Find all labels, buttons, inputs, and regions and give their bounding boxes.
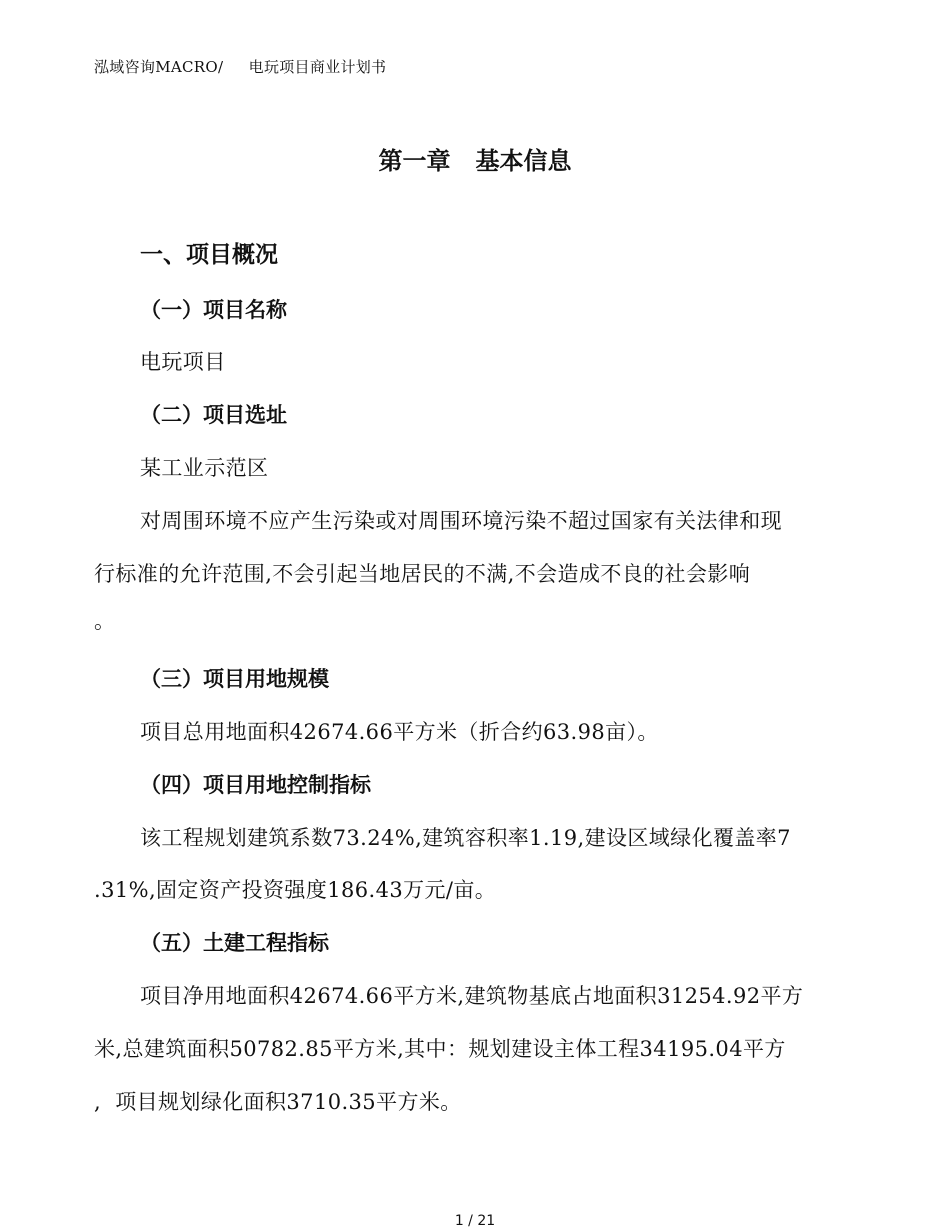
environment-para-line-3: 。 [94, 609, 116, 633]
subsection-title-land-scale: （三）项目用地规模 [140, 667, 329, 691]
subsection-title-location: （二）项目选址 [140, 403, 287, 427]
project-name-text: 电玩项目 [140, 350, 226, 374]
civil-engineering-line-3: , 项目规划绿化面积3710.35平方米。 [94, 1090, 462, 1114]
civil-engineering-line-1: 项目净用地面积42674.66平方米,建筑物基底占地面积31254.92平方 [140, 984, 804, 1008]
page-header: 泓域咨询MACRO/ 电玩项目商业计划书 [94, 58, 387, 76]
environment-para-line-1: 对周围环境不应产生污染或对周围环境污染不超过国家有关法律和现 [140, 509, 782, 533]
environment-para-line-2: 行标准的允许范围,不会引起当地居民的不满,不会造成不良的社会影响 [94, 562, 751, 586]
section-title-overview: 一、项目概况 [140, 242, 278, 268]
page-number: 1 / 21 [454, 1213, 496, 1229]
subsection-title-civil-engineering: （五）土建工程指标 [140, 931, 329, 955]
chapter-title: 第一章 基本信息 [378, 147, 572, 175]
land-control-line-2: .31%,固定资产投资强度186.43万元/亩。 [94, 878, 497, 902]
location-text: 某工业示范区 [140, 456, 269, 480]
land-scale-text: 项目总用地面积42674.66平方米（折合约63.98亩）。 [140, 720, 659, 744]
subsection-title-project-name: （一）项目名称 [140, 298, 287, 322]
subsection-title-land-control: （四）项目用地控制指标 [140, 773, 371, 797]
civil-engineering-line-2: 米,总建筑面积50782.85平方米,其中：规划建设主体工程34195.04平方 [94, 1037, 786, 1061]
land-control-line-1: 该工程规划建筑系数73.24%,建筑容积率1.19,建设区域绿化覆盖率7 [140, 826, 791, 850]
